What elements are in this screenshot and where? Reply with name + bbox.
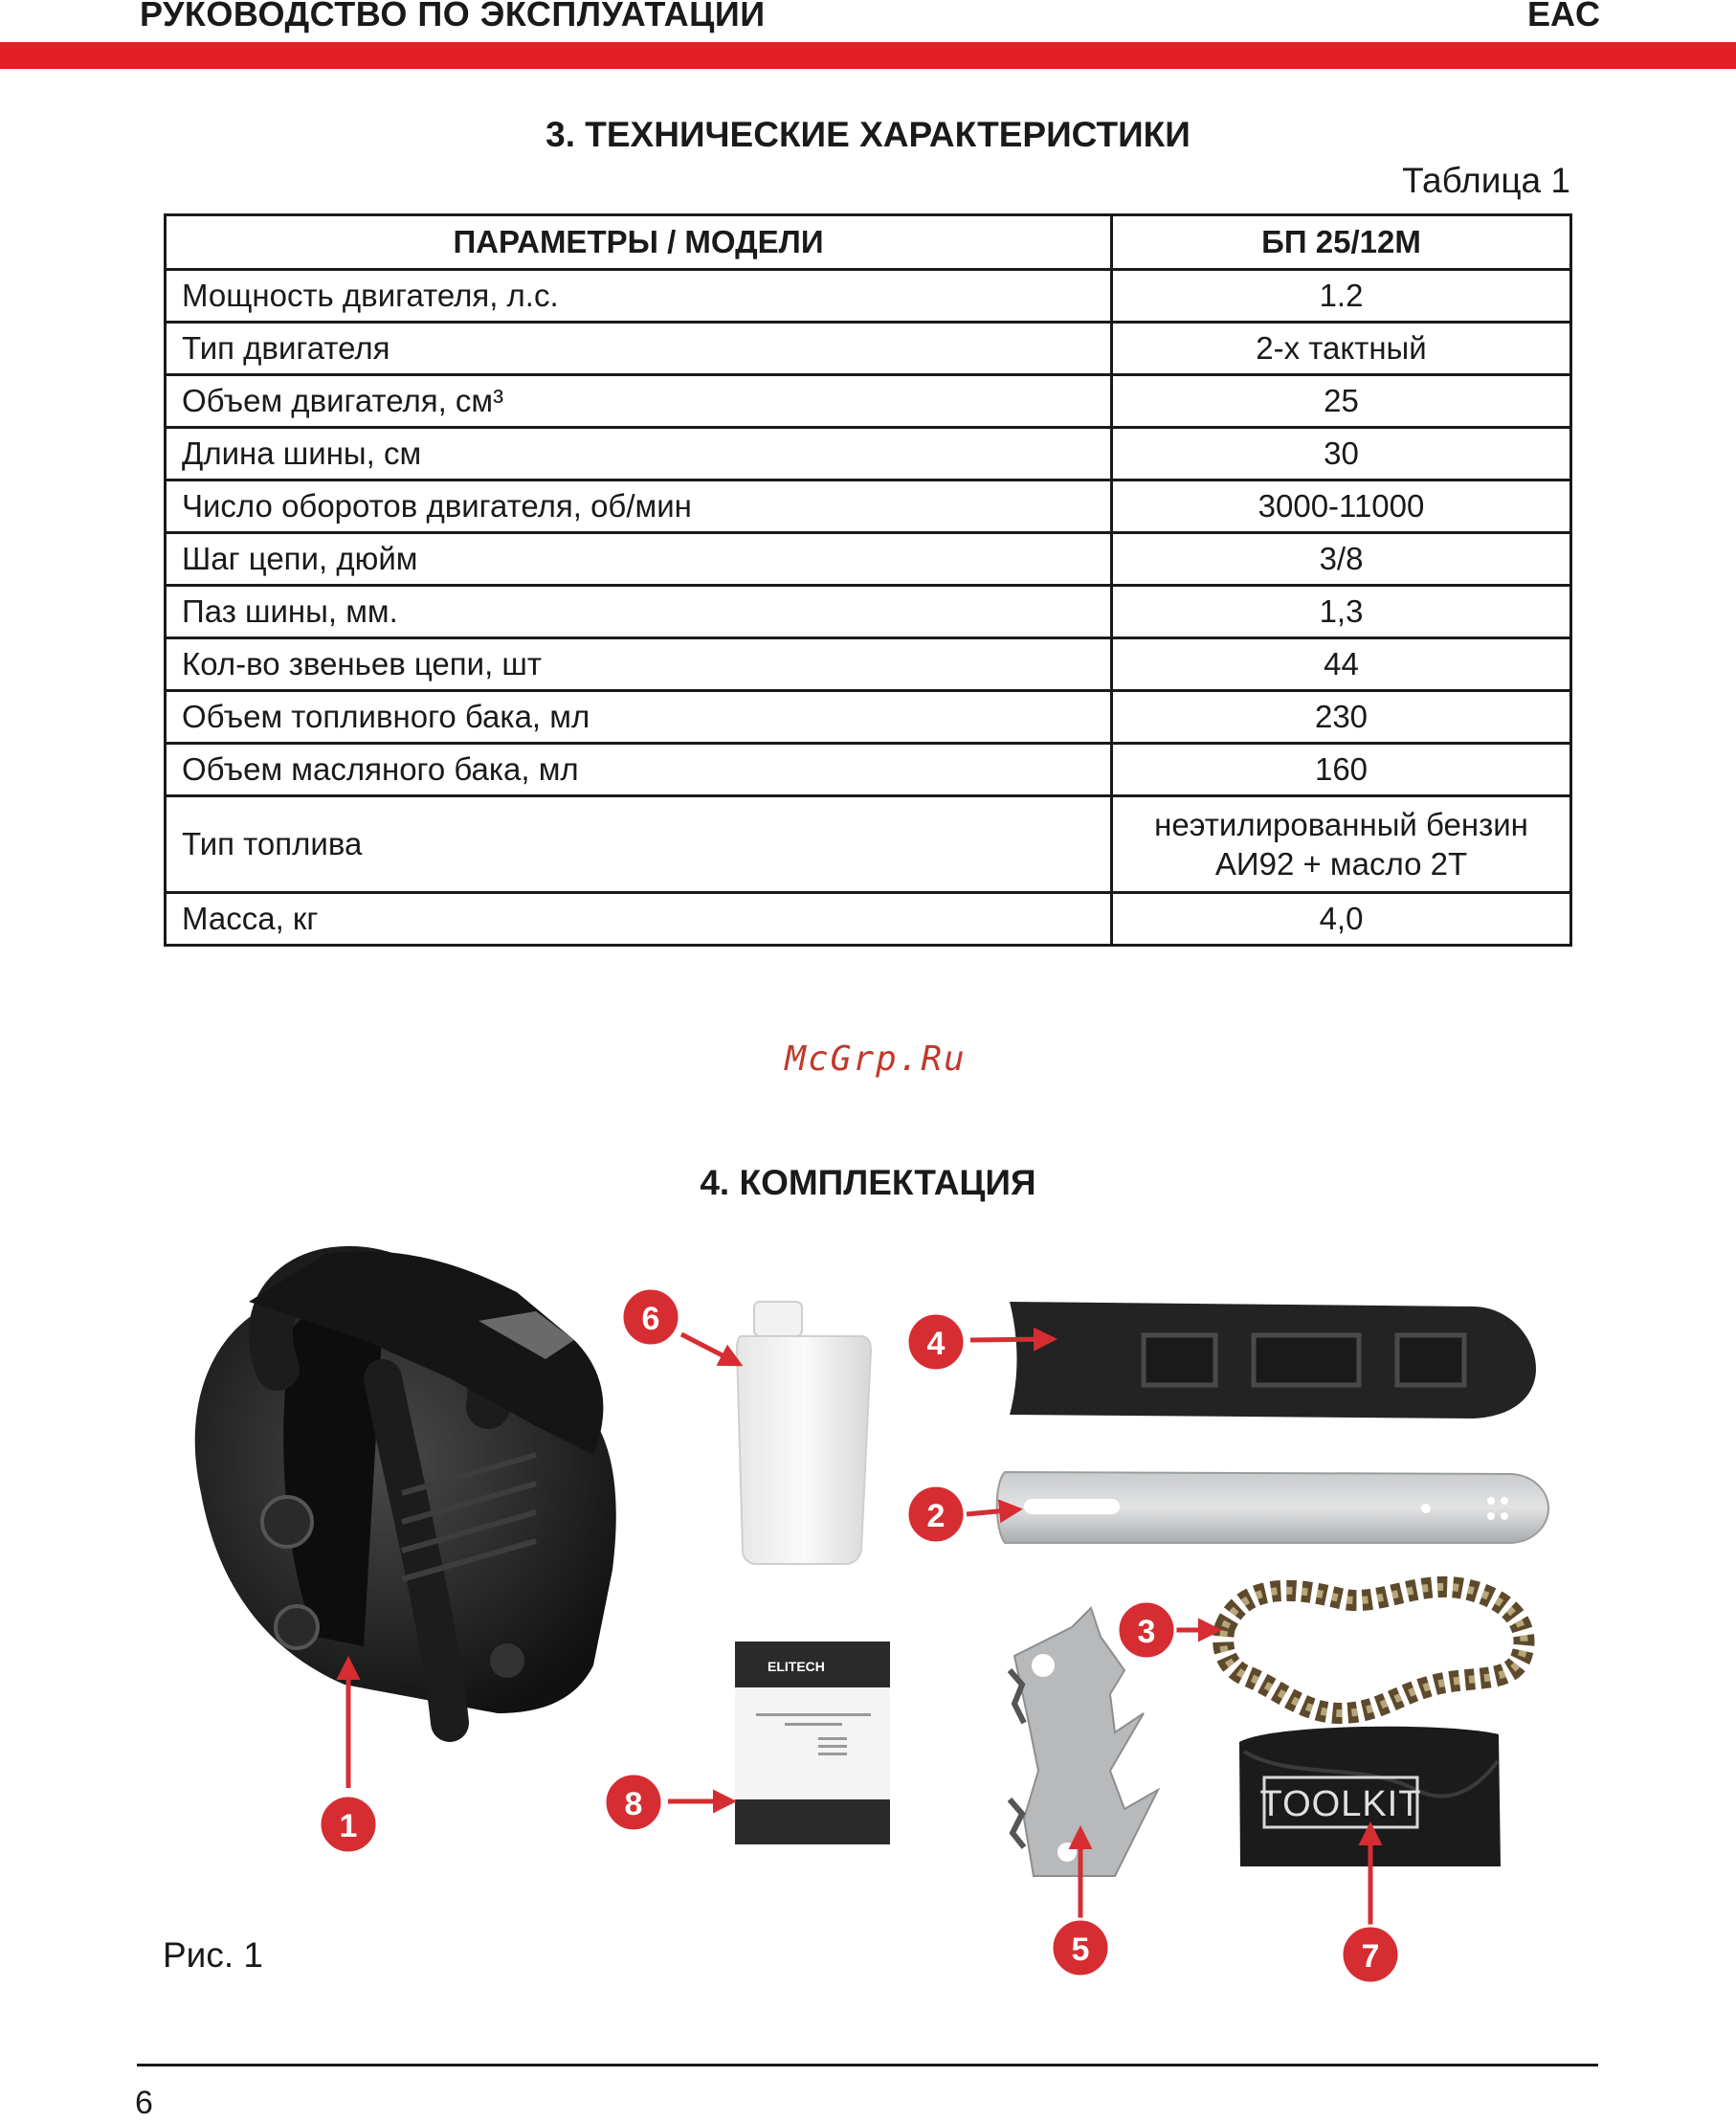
param-cell: Шаг цепи, дюйм: [166, 533, 1112, 586]
callout-7: [1342, 1926, 1399, 1983]
footer-divider: [137, 2064, 1598, 2066]
eac-mark: EAC: [1527, 0, 1601, 34]
callout-number: 5: [1071, 1932, 1090, 1968]
value-cell: 44: [1112, 638, 1571, 691]
param-cell: Мощность двигателя, л.с.: [166, 270, 1112, 323]
figure-caption: Рис. 1: [163, 1935, 263, 1975]
value-cell: 230: [1112, 691, 1571, 744]
column-header: ПАРАМЕТРЫ / МОДЕЛИ: [166, 215, 1112, 270]
param-cell: Тип двигателя: [166, 323, 1112, 375]
value-cell: 4,0: [1112, 893, 1571, 946]
watermark: McGrp.Ru: [785, 1039, 967, 1079]
table-caption: Таблица 1: [1402, 161, 1570, 200]
value-cell: 30: [1112, 428, 1571, 480]
param-cell: Масса, кг: [166, 893, 1112, 946]
callout-number: 7: [1361, 1938, 1380, 1975]
manual-brand: ELITECH: [768, 1659, 825, 1674]
callout-2: [907, 1485, 965, 1543]
callout-4: [907, 1313, 965, 1371]
toolkit-label: TOOLKIT: [1259, 1784, 1422, 1824]
section-3-title: 3. ТЕХНИЧЕСКИЕ ХАРАКТЕРИСТИКИ: [545, 115, 1191, 154]
manual-image: [735, 1642, 890, 1844]
param-cell: Объем масляного бака, мл: [166, 744, 1112, 796]
param-cell: Число оборотов двигателя, об/мин: [166, 480, 1112, 533]
param-cell: Объем топливного бака, мл: [166, 691, 1112, 744]
param-cell: Паз шины, мм.: [166, 586, 1112, 638]
value-cell: 160: [1112, 744, 1571, 796]
callout-6: [622, 1288, 679, 1346]
param-cell: Кол-во звеньев цепи, шт: [166, 638, 1112, 691]
value-line: неэтилированный бензин: [1154, 806, 1528, 842]
value-cell: 2-х тактный: [1112, 323, 1571, 375]
callout-3: [1118, 1601, 1175, 1659]
value-cell: 3/8: [1112, 533, 1571, 586]
saw-chain-image: [1223, 1587, 1524, 1713]
value-cell: 1,3: [1112, 586, 1571, 638]
callout-5: [1052, 1919, 1109, 1977]
callout-number: 4: [926, 1326, 946, 1362]
bar-cover-image: [1010, 1302, 1536, 1418]
page-number: 6: [135, 2085, 153, 2121]
callout-8: [605, 1774, 662, 1831]
param-cell: Длина шины, см: [166, 428, 1112, 480]
guide-bar-image: [997, 1472, 1548, 1543]
callout-number: 6: [641, 1301, 660, 1337]
callout-number: 8: [624, 1786, 643, 1822]
value-line: АИ92 + масло 2Т: [1214, 846, 1468, 882]
param-cell: Тип топлива: [166, 796, 1112, 893]
callout-number: 3: [1137, 1614, 1156, 1650]
chainsaw-image: [195, 1251, 616, 1723]
column-header: БП 25/12М: [1112, 215, 1571, 270]
callout-number: 1: [339, 1808, 358, 1844]
param-cell: Объем двигателя, см³: [166, 375, 1112, 428]
value-cell: 1.2: [1112, 270, 1571, 323]
callout-1: [320, 1796, 377, 1853]
value-cell: 25: [1112, 375, 1571, 428]
header-title: РУКОВОДСТВО ПО ЭКСПЛУАТАЦИИ: [140, 0, 766, 34]
value-cell: 3000-11000: [1112, 480, 1571, 533]
callout-number: 2: [926, 1498, 946, 1534]
section-4-title: 4. КОМПЛЕКТАЦИЯ: [700, 1163, 1036, 1202]
oil-bottle-image: [737, 1302, 871, 1564]
